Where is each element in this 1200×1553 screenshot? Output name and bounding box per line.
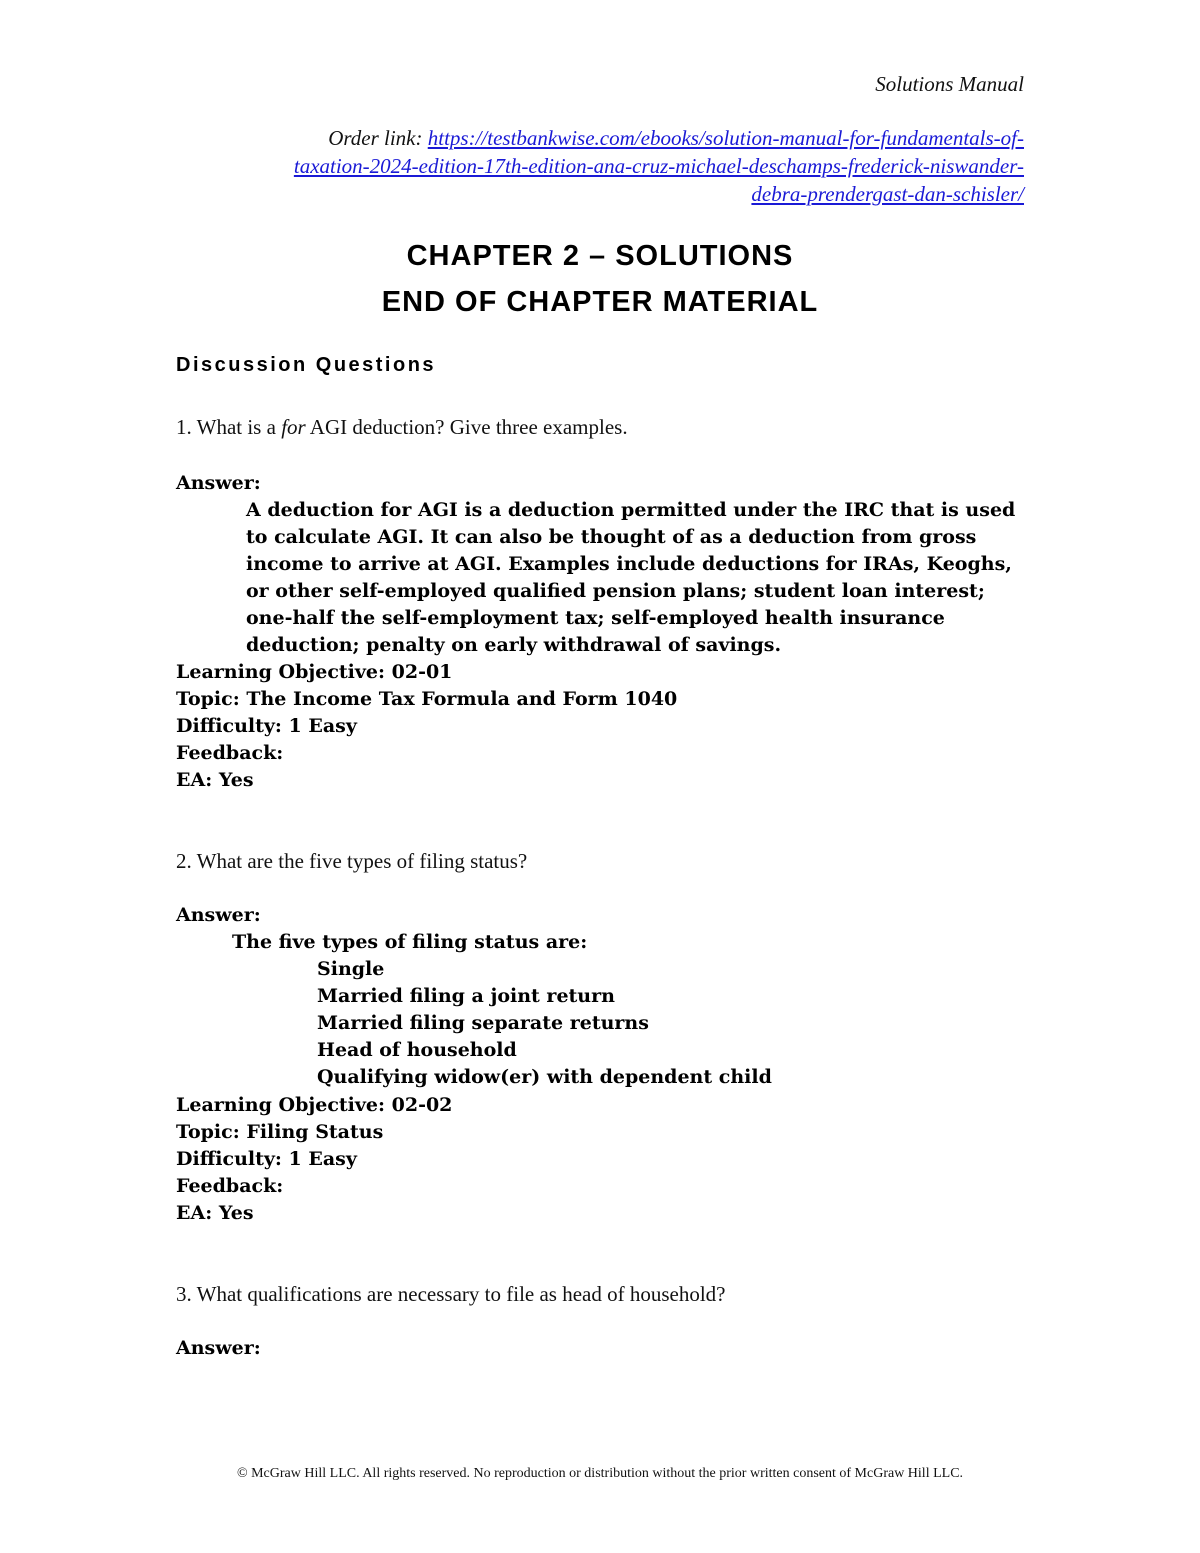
q2-topic: Topic: Filing Status: [176, 1121, 384, 1143]
question-1-italic: for: [281, 415, 306, 439]
q1-ea: EA: Yes: [176, 769, 254, 791]
q1-feedback: Feedback:: [176, 742, 284, 764]
question-3: 3. What qualifications are necessary to file as head of household?: [176, 1282, 726, 1306]
status-item: Qualifying widow(er) with dependent child: [317, 1066, 772, 1088]
status-item: Married filing a joint return: [317, 985, 615, 1007]
answer-1-text: A deduction for AGI is a deduction permitted under the IRC that is used to calculate AGI. It can also be thought of as a deduction from gross income to arrive at AGI. Examples include deductions for IRAs, Keoghs, or other self-employed qualified pension plans; student loan interest; one-half the self-employment tax; self-employed health insurance deduction; penalty on early withdrawal of savings.: [246, 499, 1016, 656]
order-link-line-1: https://testbankwise.com/ebooks/solution-manual-for-fundamentals-of-: [427, 126, 1024, 150]
answer-2-intro: The five types of filing status are:: [232, 931, 588, 953]
q2-learning-objective: Learning Objective: 02-02: [176, 1094, 453, 1116]
status-item: Married filing separate returns: [317, 1012, 649, 1034]
q1-topic: Topic: The Income Tax Formula and Form 1040: [176, 688, 678, 710]
question-1: [176, 415, 628, 440]
status-item: Head of household: [317, 1039, 517, 1061]
running-header: Solutions Manual: [875, 72, 1024, 96]
q1-difficulty: Difficulty: 1 Easy: [176, 715, 357, 737]
order-link-block: [200, 124, 1024, 208]
question-1-prefix: 1. What is a: [176, 415, 282, 439]
question-1-suffix: AGI deduction? Give three examples.: [305, 415, 628, 439]
answer-1-label: Answer:: [176, 472, 261, 494]
q1-learning-objective: Learning Objective: 02-01: [176, 661, 453, 683]
section-heading: Discussion Questions: [176, 354, 437, 376]
copyright-footer: © McGraw Hill LLC. All rights reserved. No reproduction or distribution without the prior written consent of McGraw Hill LLC.: [236, 1466, 964, 1481]
status-item: Single: [317, 958, 385, 980]
answer-3-label: Answer:: [176, 1337, 261, 1359]
answer-2-label: Answer:: [176, 904, 261, 926]
q2-difficulty: Difficulty: 1 Easy: [176, 1148, 357, 1170]
order-link-line-2: taxation-2024-edition-17th-edition-ana-cruz-michael-deschamps-frederick-niswander-: [293, 154, 1024, 178]
q2-feedback: Feedback:: [176, 1175, 284, 1197]
order-link-label: Order link:: [328, 126, 428, 150]
chapter-title: CHAPTER 2 – SOLUTIONS: [406, 240, 794, 272]
order-link-line-3: debra-prendergast-dan-schisler/: [751, 182, 1024, 206]
question-2: 2. What are the five types of filing status?: [176, 849, 528, 873]
chapter-subtitle: END OF CHAPTER MATERIAL: [381, 286, 819, 318]
q2-ea: EA: Yes: [176, 1202, 254, 1224]
